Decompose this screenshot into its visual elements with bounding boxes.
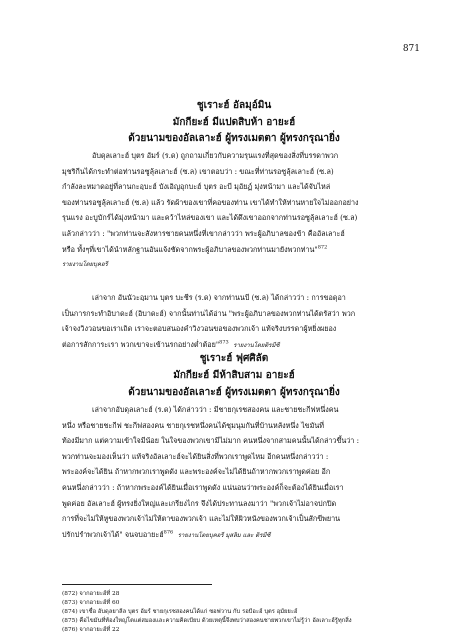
text-line: เล่าจาก อันนัวะอฺมาน บุตร บะชีร (ร.ด) จากท่านนบี (ซ.ล) ได้กล่าวว่า : การขอดุอา (92, 293, 346, 302)
footnote-divider (62, 584, 212, 585)
text-line: รุนแรง อะบูบักร์ได้มุ่งหน้ามา และคว้าไหล่ของเขา และได้ดึงเขาออกจากท่านรอซูลุ้ลเลาะฮ์ (ซ.ล) (62, 213, 358, 223)
footnote-ref: 873 (219, 339, 229, 346)
hadith-paragraph-3 (62, 402, 442, 543)
text-line (62, 527, 442, 544)
surah-subtitle: มักกียะฮ์ มีห้าสิบสาม อายะฮ์ (173, 370, 295, 381)
surah-subtitle: มักกียะฮ์ มีแปดสิบห้า อายะฮ์ (172, 117, 296, 128)
text-line: เป็นการกระทำอิบาดะฮ์ (อิบาดะฮ์) จากนั้นท่านได้อ่าน "พระผู้อภิบาลของพวกท่านได้ตรัสว่า พวก (62, 308, 356, 318)
text-line: พูดค่อย อัลเลาะฮ์ ผู้ทรงยิ่งใหญ่และเกรียงไกร จึงได้ประทานลงมาว่า "พวกเจ้าไม่อาจปกปิด (62, 498, 337, 508)
surah-heading-al-mumin: ชูเราะฮ์ อัลมุอ์มิน (196, 100, 272, 111)
text-line: คนหนึ่งกล่าวว่า : ถ้าหากพระองค์ได้ยินเมื่อเราพูดดัง แน่นอนว่าพระองค์ก็จะต้องได้ยินเมื่อเรา (62, 482, 344, 492)
hadith-source: รายงานโดยติรมีซี (233, 341, 280, 349)
text-line: ท้องมีมาก แต่ความเข้าใจมีน้อย ในใจของพวกเขามีไม่มาก คนหนึ่งจากสามคนนั้นได้กล่าวขึ้นว่า : (62, 436, 360, 446)
hadith-source: รายงานโดยบุคอรี (62, 261, 108, 269)
footnote: (876) จากอายะฮ์ที่ 22 (62, 627, 120, 633)
text-segment: ต่อการสักการะเรา พวกเขาจะเข้านรกอย่างต่ำต้อย" (62, 339, 220, 349)
text-segment: ปรักปรำพวกเจ้าได้" จนจบอายะฮ์ (62, 529, 164, 539)
footnote-ref: 876 (163, 529, 174, 536)
text-line: การที่จะไม่ให้หูของพวกเจ้าไม่ให้ตาของพวกเจ้า และไม่ให้ผิวหนังของพวกเจ้าเป็นสักขีพยาน (62, 514, 341, 524)
basmala: ด้วยนามของอัลเลาะฮ์ ผู้ทรงเมตตา ผู้ทรงกรุณายิ่ง (128, 387, 340, 398)
surah-heading-fussilat: ชูเราะฮ์ ฟุศศิลัต (199, 353, 269, 364)
text-line: พวกท่านจะมองเห็นว่า แท้จริงอัลเลาะฮ์จะได้ยินสิ่งที่พวกเราพูดไหม อีกคนหนึ่งกล่าวว่า : (62, 451, 329, 461)
text-line: พระองค์จะได้ยิน ถ้าหากพวกเราพูดดัง และพระองค์จะไม่ได้ยินถ้าหากพวกเราพูดค่อย อีก (62, 467, 331, 477)
text-line (62, 242, 442, 258)
text-line: แล้วกล่าวว่า : "พวกท่านจะสังหารชายคนหนึ่งที่เขากล่าวว่า พระผู้อภิบาลของข้า คืออัลเลาะฮ์ (62, 228, 345, 238)
text-segment: หรือ ทั้งๆที่เขาได้นำหลักฐานอันแจ้งชัดจากพระผู้อภิบาลของพวกท่านมายังพวกท่าน" (62, 244, 318, 254)
footnote: (875) คือไขมันที่ท้องใหญ่โตแต่สมองและความคิดเบียบ ด้วยเหตุนี้จึงพบว่าสองคนชายพวกเขาไม่รู้ว่า อัลเลาะฮ์รู้ทุกสิ่ง (62, 618, 352, 624)
text-line: กำลังละหมาดอยู่ที่ลานกะอฺบะฮ์ บังเอิญอุกบะฮ์ บุตร อะบี มุอัยฏ์ มุ่งหน้ามา และได้จับไหล่ (62, 182, 331, 192)
text-line: เล่าจากอับดุลเลาะฮ์ (ร.ด) ได้กล่าวว่า : มีชายกุเรชสองคน และชายชะกีฟหนึ่งคน (92, 405, 339, 414)
footnote: (872) จากอายะฮ์ที่ 28 (62, 591, 120, 597)
text-line (62, 337, 442, 354)
basmala: ด้วยนามของอัลเลาะฮ์ ผู้ทรงเมตตา ผู้ทรงกรุณายิ่ง (128, 133, 340, 144)
hadith-paragraph-1 (62, 148, 442, 273)
text-line: อับดุลเลาะฮ์ บุตร อัมร์ (ร.ด) ถูกถามเกี่ยวกับความรุนแรงที่สุดของสิ่งที่บรรดาพวก (92, 151, 339, 160)
text-line: มุชริกีนได้กระทำต่อท่านรอซูลุ้ลเลาะฮ์ (ซ.ล) เขาตอบว่า : ขณะที่ท่านรอซูลุ้ลเลาะฮ์ (ซ.ล) (62, 166, 334, 176)
text-line: หนึ่ง หรือชายชะกีฟ ชะกีฟสองคน ชายกุเรชหนึ่งคนได้ชุมนุมกันที่บ้านหลังหนึ่ง ไขมันที่ (62, 420, 324, 430)
footnote-ref: 872 (317, 244, 328, 251)
footnote: (874) เขาชื่อ อับดุลยาลีล บุตร อัมร์ ชายกุเรชสองคนได้แก่ ซอฟวาน กับ รอบีอะฮ์ บุตร อุมัยยะฮ์ (62, 609, 298, 615)
text-line: เจ้าจงวิงวอนขอเราเถิด เราจะตอบสนองคำวิงวอนขอของพวกเจ้า แท้จริงบรรดาผู้หยิ่งผยอง (62, 324, 337, 334)
hadith-paragraph-2 (62, 290, 442, 353)
page-number: 871 (402, 44, 420, 54)
hadith-source: รายงานโดยบุคอรี มุสลิม และ ติรมีซี (177, 531, 271, 539)
text-line: ของท่านรอซูลุ้ลเลาะฮ์ (ซ.ล) แล้ว รัดผ้าของเขาที่คอของท่าน เขาได้ทำให้ท่านหายใจไม่ออกอย่าง (62, 197, 359, 207)
footnote: (873) จากอายะฮ์ที่ 60 (62, 600, 120, 606)
